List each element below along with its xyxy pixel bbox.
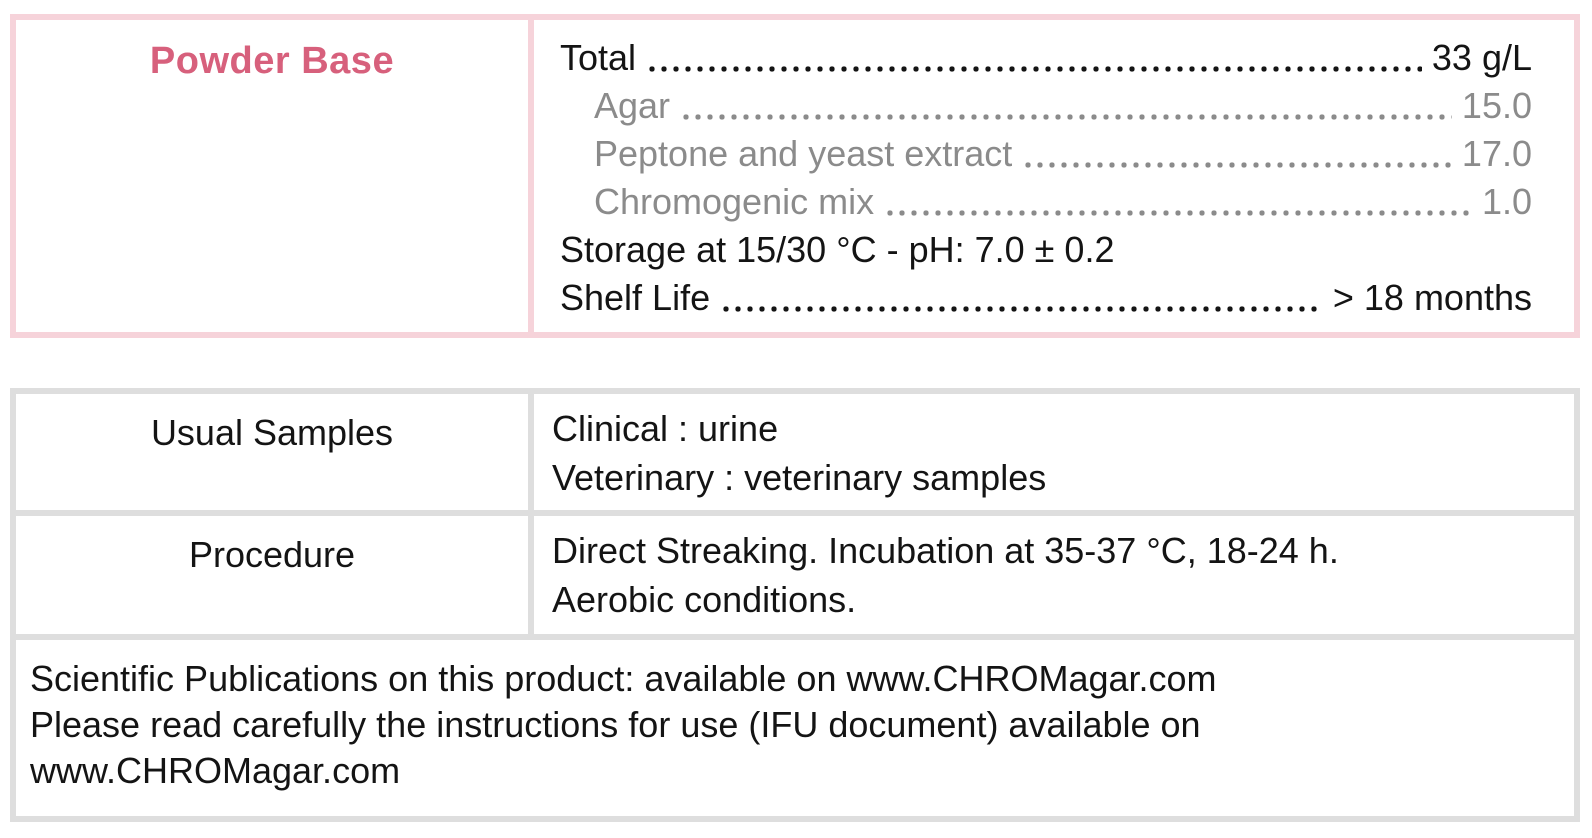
publications-footer bbox=[16, 640, 1574, 816]
storage-ph-row bbox=[560, 226, 1532, 274]
composition-row-total bbox=[560, 34, 1532, 82]
shelf-life-label: Shelf Life bbox=[560, 277, 711, 318]
composition-label: Chromogenic mix bbox=[594, 181, 875, 222]
dot-leader bbox=[1022, 130, 1452, 178]
footer-line-ifu: Please read carefully the instructions for use (IFU document) available on bbox=[30, 704, 1201, 745]
usual-samples-header: Usual Samples bbox=[150, 412, 394, 453]
dot-leader bbox=[884, 178, 1472, 226]
storage-ph-label: Storage at 15/30 °C - pH: 7.0 ± 0.2 bbox=[560, 229, 1115, 270]
procedure-row bbox=[16, 516, 1574, 634]
procedure-line-streaking: Direct Streaking. Incubation at 35-37 °C, 18-24 h. bbox=[552, 530, 1339, 571]
usual-samples-content bbox=[534, 394, 1574, 510]
composition-label: Agar bbox=[594, 85, 671, 126]
powder-base-title: Powder Base bbox=[149, 40, 395, 82]
usual-samples-line-clinical: Clinical : urine bbox=[552, 408, 779, 449]
composition-value: 15.0 bbox=[1461, 85, 1532, 126]
composition-value: 1.0 bbox=[1481, 181, 1532, 222]
composition-row-chromogenic-mix bbox=[560, 178, 1532, 226]
shelf-life-value: > 18 months bbox=[1332, 277, 1532, 318]
usual-samples-line-veterinary: Veterinary : veterinary samples bbox=[552, 457, 1047, 498]
composition-row-peptone bbox=[560, 130, 1532, 178]
composition-row-agar bbox=[560, 82, 1532, 130]
footer-line-website: www.CHROMagar.com bbox=[30, 750, 401, 791]
info-table bbox=[10, 388, 1580, 822]
usual-samples-row bbox=[16, 394, 1574, 510]
powder-base-header-cell bbox=[16, 20, 528, 332]
procedure-line-aerobic: Aerobic conditions. bbox=[552, 579, 857, 620]
composition-label: Peptone and yeast extract bbox=[594, 133, 1013, 174]
shelf-life-row bbox=[560, 274, 1532, 322]
composition-label: Total bbox=[560, 37, 637, 78]
procedure-content bbox=[534, 516, 1574, 634]
procedure-header: Procedure bbox=[188, 534, 356, 575]
dot-leader bbox=[646, 34, 1422, 82]
powder-base-composition-cell bbox=[534, 20, 1574, 332]
composition-value: 33 g/L bbox=[1431, 37, 1532, 78]
powder-base-table bbox=[10, 14, 1580, 338]
composition-value: 17.0 bbox=[1461, 133, 1532, 174]
dot-leader bbox=[680, 82, 1452, 130]
dot-leader bbox=[720, 274, 1323, 322]
footer-line-publications: Scientific Publications on this product: available on www.CHROMagar.com bbox=[30, 658, 1217, 699]
